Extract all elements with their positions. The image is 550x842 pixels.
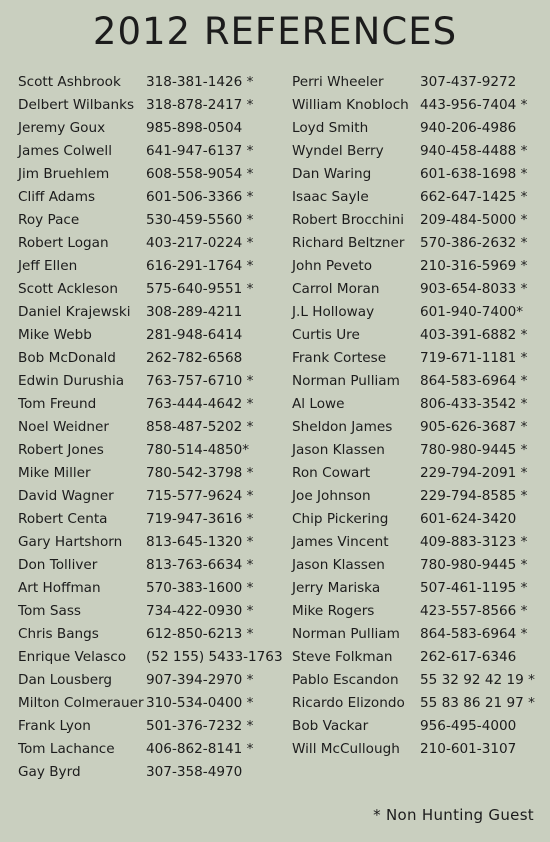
reference-phone: 780-514-4850* bbox=[146, 442, 250, 458]
reference-row bbox=[292, 531, 542, 554]
reference-phone: 55 83 86 21 97 * bbox=[420, 695, 535, 711]
reference-row bbox=[18, 554, 278, 577]
reference-name: Dan Waring bbox=[292, 166, 372, 182]
reference-phone: 813-645-1320 * bbox=[146, 534, 254, 550]
reference-phone: 858-487-5202 * bbox=[146, 419, 254, 435]
reference-phone: 229-794-8585 * bbox=[420, 488, 528, 504]
reference-phone: 601-638-1698 * bbox=[420, 166, 528, 182]
reference-phone: 985-898-0504 bbox=[146, 120, 243, 136]
reference-name: Jeremy Goux bbox=[18, 120, 106, 136]
reference-name: Jerry Mariska bbox=[292, 580, 381, 596]
reference-phone: 406-862-8141 * bbox=[146, 741, 254, 757]
reference-phone: 907-394-2970 * bbox=[146, 672, 254, 688]
reference-row bbox=[18, 278, 278, 301]
reference-row bbox=[18, 485, 278, 508]
reference-row bbox=[18, 324, 278, 347]
reference-row bbox=[18, 669, 278, 692]
reference-row bbox=[292, 623, 542, 646]
reference-name: Norman Pulliam bbox=[292, 626, 400, 642]
reference-phone: (52 155) 5433-1763 bbox=[146, 649, 283, 665]
reference-phone: 409-883-3123 * bbox=[420, 534, 528, 550]
reference-name: Robert Brocchini bbox=[292, 212, 405, 228]
reference-row bbox=[18, 646, 283, 669]
reference-phone: 956-495-4000 bbox=[420, 718, 517, 734]
reference-phone: 905-626-3687 * bbox=[420, 419, 528, 435]
reference-phone: 641-947-6137 * bbox=[146, 143, 254, 159]
reference-phone: 570-386-2632 * bbox=[420, 235, 528, 251]
footnote: * Non Hunting Guest bbox=[373, 806, 534, 824]
reference-row bbox=[292, 577, 542, 600]
reference-name: Richard Beltzner bbox=[292, 235, 405, 251]
reference-row bbox=[18, 163, 278, 186]
reference-row bbox=[292, 71, 542, 94]
reference-name: James Vincent bbox=[292, 534, 389, 550]
reference-row bbox=[292, 163, 542, 186]
reference-row bbox=[292, 186, 542, 209]
reference-phone: 813-763-6634 * bbox=[146, 557, 254, 573]
reference-phone: 501-376-7232 * bbox=[146, 718, 254, 734]
reference-row bbox=[18, 94, 278, 117]
reference-name: Dan Lousberg bbox=[18, 672, 113, 688]
reference-name: Robert Logan bbox=[18, 235, 109, 251]
reference-name: Robert Jones bbox=[18, 442, 104, 458]
reference-row bbox=[292, 347, 542, 370]
reference-phone: 575-640-9551 * bbox=[146, 281, 254, 297]
reference-name: Jason Klassen bbox=[292, 557, 385, 573]
reference-row bbox=[292, 462, 542, 485]
reference-phone: 940-206-4986 bbox=[420, 120, 517, 136]
reference-name: Mike Rogers bbox=[292, 603, 375, 619]
reference-row bbox=[18, 715, 278, 738]
reference-name: Isaac Sayle bbox=[292, 189, 369, 205]
reference-name: Jeff Ellen bbox=[18, 258, 78, 274]
reference-name: Ron Cowart bbox=[292, 465, 371, 481]
reference-name: Carrol Moran bbox=[292, 281, 380, 297]
reference-row bbox=[18, 255, 278, 278]
reference-phone: 780-542-3798 * bbox=[146, 465, 254, 481]
reference-row bbox=[18, 508, 278, 531]
reference-name: Gay Byrd bbox=[18, 764, 81, 780]
reference-name: Scott Ackleson bbox=[18, 281, 118, 297]
reference-row bbox=[292, 209, 542, 232]
references-right-column bbox=[292, 71, 542, 761]
reference-phone: 210-601-3107 bbox=[420, 741, 517, 757]
reference-phone: 55 32 92 42 19 * bbox=[420, 672, 535, 688]
reference-name: Roy Pace bbox=[18, 212, 80, 228]
reference-row bbox=[292, 715, 542, 738]
reference-phone: 423-557-8566 * bbox=[420, 603, 528, 619]
reference-name: Gary Hartshorn bbox=[18, 534, 123, 550]
reference-row bbox=[18, 577, 278, 600]
reference-row bbox=[292, 646, 542, 669]
reference-phone: 780-980-9445 * bbox=[420, 557, 528, 573]
reference-phone: 262-782-6568 bbox=[146, 350, 243, 366]
reference-row bbox=[18, 232, 278, 255]
reference-name: Daniel Krajewski bbox=[18, 304, 131, 320]
reference-row bbox=[292, 692, 542, 715]
reference-phone: 530-459-5560 * bbox=[146, 212, 254, 228]
reference-phone: 616-291-1764 * bbox=[146, 258, 254, 274]
reference-name: Scott Ashbrook bbox=[18, 74, 121, 90]
reference-phone: 307-358-4970 bbox=[146, 764, 243, 780]
reference-name: Joe Johnson bbox=[292, 488, 371, 504]
reference-name: Steve Folkman bbox=[292, 649, 393, 665]
reference-row bbox=[18, 761, 278, 784]
reference-name: Robert Centa bbox=[18, 511, 108, 527]
reference-row bbox=[18, 117, 278, 140]
reference-name: Pablo Escandon bbox=[292, 672, 399, 688]
reference-name: Art Hoffman bbox=[18, 580, 101, 596]
reference-name: Ricardo Elizondo bbox=[292, 695, 405, 711]
page-title: 2012 REFERENCES bbox=[92, 10, 458, 53]
reference-phone: 780-980-9445 * bbox=[420, 442, 528, 458]
reference-row bbox=[18, 439, 278, 462]
reference-name: Jim Bruehlem bbox=[18, 166, 110, 182]
reference-name: David Wagner bbox=[18, 488, 114, 504]
reference-name: Will McCullough bbox=[292, 741, 400, 757]
reference-row bbox=[18, 186, 278, 209]
reference-phone: 601-624-3420 bbox=[420, 511, 517, 527]
reference-row bbox=[292, 370, 542, 393]
reference-row bbox=[18, 71, 278, 94]
reference-phone: 403-391-6882 * bbox=[420, 327, 528, 343]
reference-name: James Colwell bbox=[18, 143, 112, 159]
reference-row bbox=[292, 117, 542, 140]
reference-row bbox=[18, 301, 278, 324]
reference-row bbox=[292, 393, 542, 416]
reference-phone: 763-757-6710 * bbox=[146, 373, 254, 389]
reference-name: Jason Klassen bbox=[292, 442, 385, 458]
reference-row bbox=[292, 508, 542, 531]
reference-name: Perri Wheeler bbox=[292, 74, 384, 90]
reference-row bbox=[292, 255, 542, 278]
reference-name: William Knobloch bbox=[292, 97, 409, 113]
reference-row bbox=[18, 692, 278, 715]
reference-name: Loyd Smith bbox=[292, 120, 369, 136]
reference-phone: 601-506-3366 * bbox=[146, 189, 254, 205]
reference-row bbox=[292, 232, 542, 255]
reference-phone: 903-654-8033 * bbox=[420, 281, 528, 297]
reference-name: J.L Holloway bbox=[292, 304, 375, 320]
reference-name: Cliff Adams bbox=[18, 189, 96, 205]
reference-name: Enrique Velasco bbox=[18, 649, 127, 665]
reference-phone: 308-289-4211 bbox=[146, 304, 243, 320]
reference-phone: 612-850-6213 * bbox=[146, 626, 254, 642]
reference-phone: 601-940-7400* bbox=[420, 304, 524, 320]
reference-name: Al Lowe bbox=[292, 396, 345, 412]
reference-name: Mike Webb bbox=[18, 327, 92, 343]
reference-name: Tom Freund bbox=[18, 396, 97, 412]
reference-phone: 209-484-5000 * bbox=[420, 212, 528, 228]
reference-row bbox=[18, 416, 278, 439]
reference-name: Bob Vackar bbox=[292, 718, 369, 734]
reference-phone: 864-583-6964 * bbox=[420, 373, 528, 389]
reference-row bbox=[18, 600, 278, 623]
reference-name: Curtis Ure bbox=[292, 327, 360, 343]
reference-row bbox=[18, 623, 278, 646]
reference-phone: 940-458-4488 * bbox=[420, 143, 528, 159]
reference-phone: 662-647-1425 * bbox=[420, 189, 528, 205]
reference-row bbox=[292, 669, 542, 692]
reference-phone: 734-422-0930 * bbox=[146, 603, 254, 619]
reference-phone: 715-577-9624 * bbox=[146, 488, 254, 504]
reference-phone: 608-558-9054 * bbox=[146, 166, 254, 182]
reference-name: Bob McDonald bbox=[18, 350, 116, 366]
reference-row bbox=[18, 347, 278, 370]
reference-name: Frank Cortese bbox=[292, 350, 387, 366]
reference-row bbox=[292, 301, 542, 324]
reference-phone: 229-794-2091 * bbox=[420, 465, 528, 481]
reference-phone: 443-956-7404 * bbox=[420, 97, 528, 113]
reference-row bbox=[18, 738, 278, 761]
reference-row bbox=[18, 462, 278, 485]
reference-phone: 763-444-4642 * bbox=[146, 396, 254, 412]
reference-row bbox=[18, 393, 278, 416]
reference-name: Noel Weidner bbox=[18, 419, 109, 435]
reference-phone: 719-947-3616 * bbox=[146, 511, 254, 527]
reference-phone: 210-316-5969 * bbox=[420, 258, 528, 274]
reference-phone: 719-671-1181 * bbox=[420, 350, 528, 366]
reference-phone: 310-534-0400 * bbox=[146, 695, 254, 711]
reference-row bbox=[292, 278, 542, 301]
reference-name: Chip Pickering bbox=[292, 511, 389, 527]
reference-phone: 806-433-3542 * bbox=[420, 396, 528, 412]
reference-name: Chris Bangs bbox=[18, 626, 99, 642]
references-left-column bbox=[18, 71, 283, 784]
reference-name: Wyndel Berry bbox=[292, 143, 384, 159]
reference-row bbox=[292, 324, 542, 347]
reference-name: Mike Miller bbox=[18, 465, 91, 481]
reference-row bbox=[292, 600, 542, 623]
reference-name: Milton Colmerauer bbox=[18, 695, 144, 711]
reference-name: Edwin Durushia bbox=[18, 373, 125, 389]
reference-row bbox=[292, 485, 542, 508]
reference-row bbox=[292, 140, 542, 163]
reference-row bbox=[292, 439, 542, 462]
reference-name: Frank Lyon bbox=[18, 718, 91, 734]
reference-name: Don Tolliver bbox=[18, 557, 98, 573]
reference-phone: 864-583-6964 * bbox=[420, 626, 528, 642]
reference-row bbox=[292, 554, 542, 577]
reference-row bbox=[18, 209, 278, 232]
reference-phone: 262-617-6346 bbox=[420, 649, 517, 665]
reference-name: Sheldon James bbox=[292, 419, 393, 435]
reference-row bbox=[18, 140, 278, 163]
reference-phone: 570-383-1600 * bbox=[146, 580, 254, 596]
reference-phone: 281-948-6414 bbox=[146, 327, 243, 343]
reference-phone: 318-878-2417 * bbox=[146, 97, 254, 113]
reference-name: Tom Lachance bbox=[18, 741, 115, 757]
reference-phone: 507-461-1195 * bbox=[420, 580, 528, 596]
reference-row bbox=[292, 416, 542, 439]
reference-row bbox=[292, 94, 542, 117]
reference-row bbox=[292, 738, 542, 761]
reference-name: Norman Pulliam bbox=[292, 373, 400, 389]
reference-name: Delbert Wilbanks bbox=[18, 97, 135, 113]
reference-row bbox=[18, 531, 278, 554]
reference-name: Tom Sass bbox=[18, 603, 81, 619]
reference-name: John Peveto bbox=[292, 258, 373, 274]
reference-phone: 307-437-9272 bbox=[420, 74, 517, 90]
reference-phone: 403-217-0224 * bbox=[146, 235, 254, 251]
reference-phone: 318-381-1426 * bbox=[146, 74, 254, 90]
reference-row bbox=[18, 370, 278, 393]
